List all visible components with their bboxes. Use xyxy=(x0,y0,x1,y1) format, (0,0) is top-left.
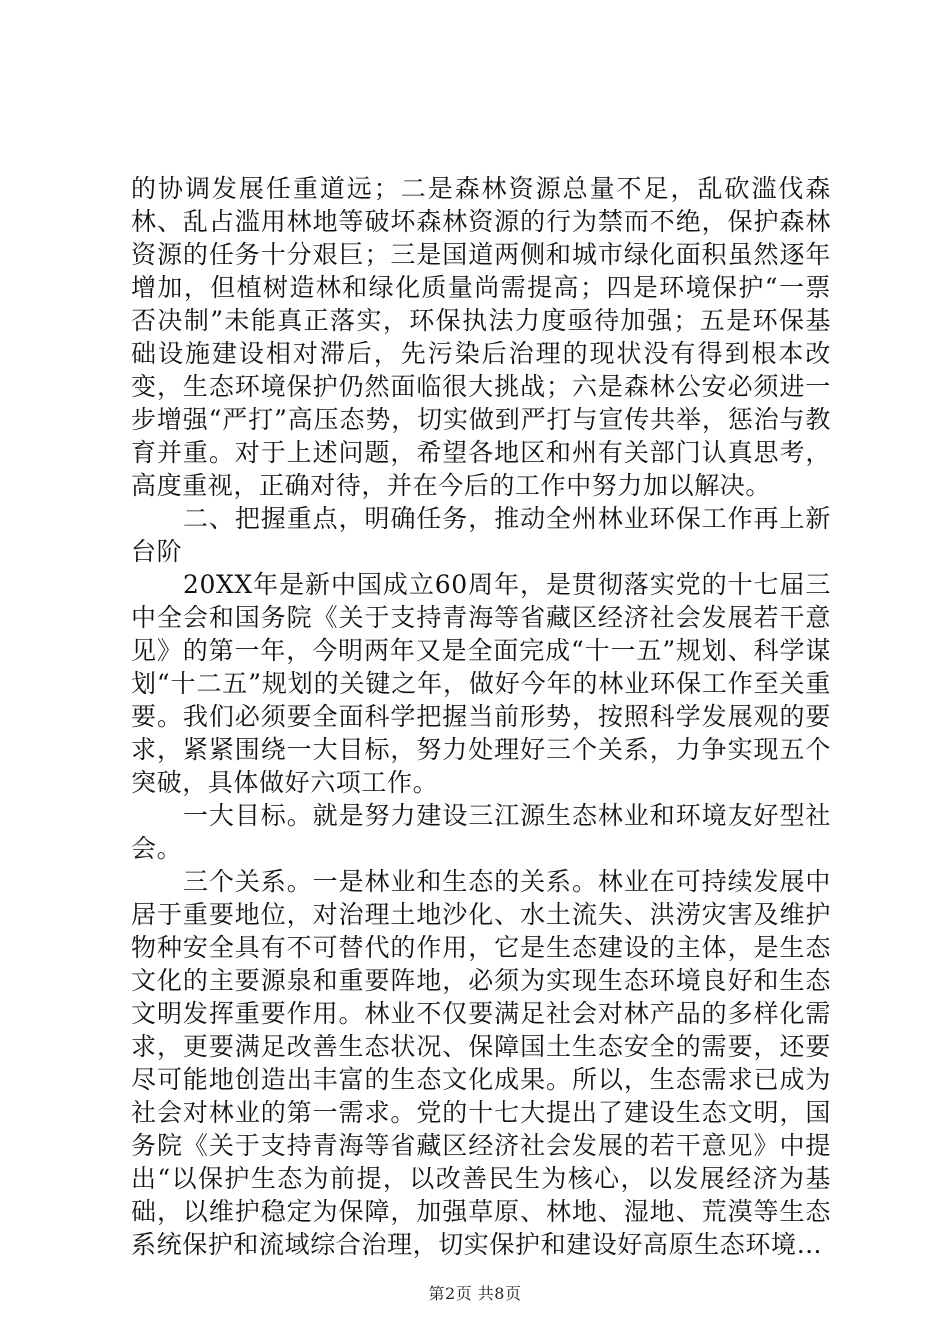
paragraph-main-goal: 一大目标。就是努力建设三江源生态林业和环境友好型社会。 xyxy=(131,801,831,863)
page-number-footer: 第2页 共8页 xyxy=(428,1284,522,1303)
section-heading: 二、把握重点，明确任务，推动全州林业环保工作再上新台阶 xyxy=(131,504,831,566)
paragraph-continued: 的协调发展任重道远；二是森林资源总量不足，乱砍滥伐森林、乱占滥用林地等破坏森林资源的行为禁而不绝，保护森林资源的任务十分艰巨；三是国道两侧和城市绿化面积虽然逐年增加，但植树造林和绿化质量尚需提高；四是环境保护“一票否决制”未能真正落实，环保执法力度亟待加强；五是环保基础设施建设相对滞后，先污染后治理的现状没有得到根本改变，生态环境保护仍然面临很大挑战；六是森林公安必须进一步增强“严打”高压态势，切实做到严打与宣传共举，惩治与教育并重。对于上述问题，希望各地区和州有关部门认真思考，高度重视，正确对待，并在今后的工作中努力加以解决。 xyxy=(131,174,831,500)
paragraph-2009-overview: 20XX年是新中国成立60周年，是贯彻落实党的十七届三中全会和国务院《关于支持青海等省藏区经济社会发展若干意见》的第一年，今明两年又是全面完成“十一五”规划、科学谋划“十二五”规划的关键之年，做好今年的林业环保工作至关重要。我们必须要全面科学把握当前形势，按照科学发展观的要求，紧紧围绕一大目标，努力处理好三个关系，力争实现五个突破，具体做好六项工作。 xyxy=(131,570,831,797)
paragraph-three-relations: 三个关系。一是林业和生态的关系。林业在可持续发展中居于重要地位，对治理土地沙化、水土流失、洪涝灾害及维护物种安全具有不可替代的作用，它是生态建设的主体，是生态文化的主要源泉和重要阵地，必须为实现生态环境良好和生态文明发挥重要作用。林业不仅要满足社会对林产品的多样化需求，更要满足改善生态状况、保障国土生态安全的需要，还要尽可能地创造出丰富的生态文化成果。所以，生态需求已成为社会对林业的第一需求。党的十七大提出了建设生态文明，国务院《关于支持青海等省藏区经济社会发展的若干意见》中提出“以保护生态为前提，以改善民生为核心，以发展经济为基础，以维护稳定为保障，加强草原、林地、湿地、荒漠等生态系统保护和流域综合治理，切实保护和建设好高原生态环境… xyxy=(131,867,831,1259)
document-body xyxy=(131,172,831,1261)
